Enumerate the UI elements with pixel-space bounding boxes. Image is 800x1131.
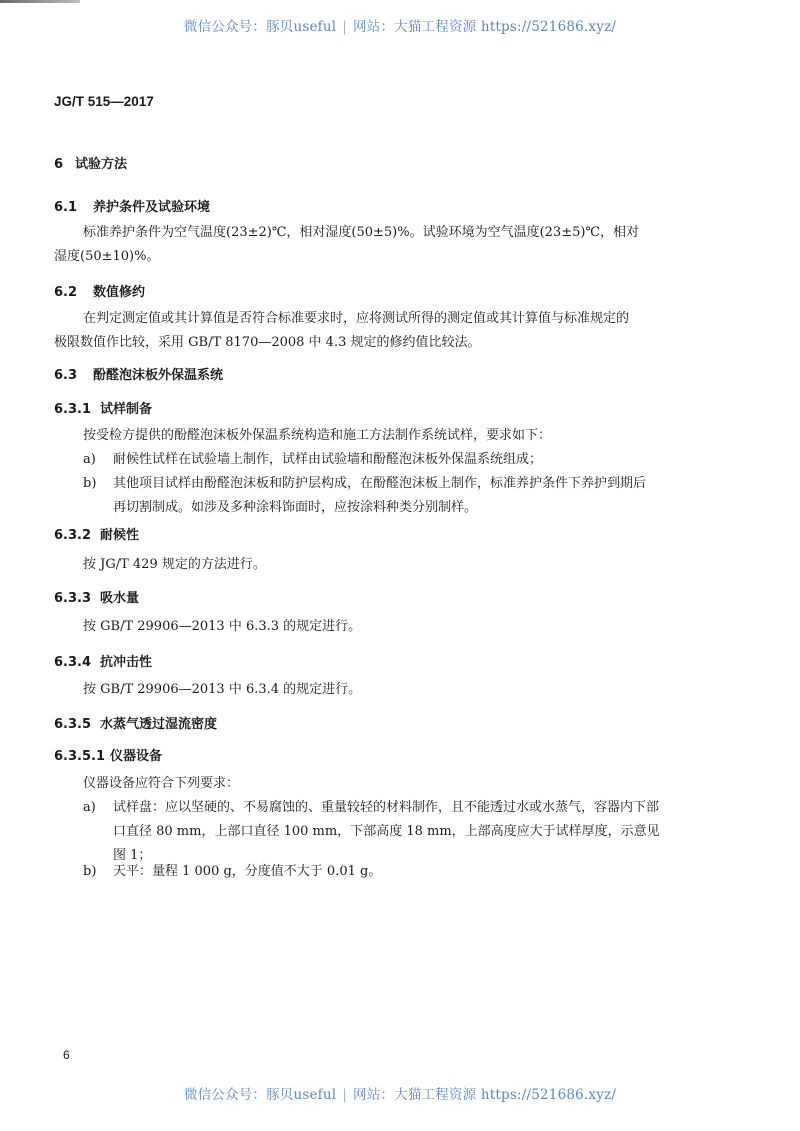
list-text-continued: 图 1；: [113, 848, 152, 863]
paragraph-6-3-1-intro: 按受检方提供的酚醛泡沫板外保温系统构造和施工方法制作系统试样，要求如下：: [83, 428, 552, 443]
heading-6-3-1: [54, 398, 152, 417]
paragraph-6-3-2: 按 JG/T 429 规定的方法进行。: [83, 557, 266, 572]
paragraph-6-1-line1: 标准养护条件为空气温度(23±2)℃，相对湿度(50±5)%。试验环境为空气温度(23±5)℃，相对: [83, 225, 639, 240]
watermark-website[interactable]: 网站：大猫工程资源 https://521686.xyz/: [353, 1087, 617, 1103]
heading-number: 6.2: [54, 285, 78, 300]
list-text-continued: 口直径 80 mm，上部口直径 100 mm，下部高度 18 mm，上部高度应大于试样厚度，示意见: [113, 824, 660, 839]
heading-6-2: [54, 281, 145, 300]
paragraph-6-2-line2: 极限数值作比较，采用 GB/T 8170—2008 中 4.3 规定的修约值比较法。: [54, 335, 481, 350]
heading-6: [54, 153, 127, 172]
heading-number: 6.3.5: [54, 717, 92, 732]
heading-title: 吸水量: [100, 591, 140, 606]
heading-number: 6.3.3: [54, 591, 92, 606]
list-text: 天平：量程 1 000 g，分度值不大于 0.01 g。: [113, 864, 382, 879]
watermark-bottom: [0, 1083, 800, 1103]
heading-title: 数值修约: [93, 285, 146, 300]
heading-number: 6.3.4: [54, 655, 92, 670]
heading-number: 6.3.2: [54, 528, 92, 543]
heading-title: 试验方法: [75, 157, 128, 172]
heading-title: 养护条件及试验环境: [93, 200, 211, 215]
watermark-separator: |: [342, 1087, 348, 1103]
heading-title: 酚醛泡沫板外保温系统: [93, 368, 224, 383]
watermark-website[interactable]: 网站：大猫工程资源 https://521686.xyz/: [353, 19, 617, 35]
list-marker: a): [83, 452, 96, 467]
watermark-top: [0, 15, 800, 35]
standard-code: JG/T 515—2017: [54, 94, 154, 109]
heading-number: 6.3.1: [54, 402, 92, 417]
heading-6-3-2: [54, 524, 139, 543]
list-marker: b): [83, 864, 97, 879]
list-text: 试样盘：应以坚硬的、不易腐蚀的、重量较轻的材料制作，且不能透过水或水蒸气，容器内下部: [113, 800, 660, 815]
heading-title: 抗冲击性: [100, 655, 153, 670]
heading-title: 水蒸气透过湿流密度: [100, 717, 218, 732]
watermark-wechat: 微信公众号：豚贝useful: [183, 19, 337, 35]
list-text: 耐候性试样在试验墙上制作，试样由试验墙和酚醛泡沫板外保温系统组成；: [113, 452, 543, 467]
heading-number: 6: [54, 157, 64, 172]
list-text: 其他项目试样由酚醛泡沫板和防护层构成，在酚醛泡沫板上制作，标准养护条件下养护到期后: [113, 476, 647, 491]
watermark-separator: |: [342, 19, 348, 35]
heading-6-3-4: [54, 651, 152, 670]
paragraph-6-2-line1: 在判定测定值或其计算值是否符合标准要求时，应将测试所得的测定值或其计算值与标准规定的: [83, 311, 630, 326]
page-number: 6: [63, 1048, 70, 1062]
heading-6-1: [54, 196, 210, 215]
paragraph-6-3-5-1-intro: 仪器设备应符合下列要求：: [83, 776, 240, 791]
heading-number: 6.3.5.1: [54, 749, 105, 764]
heading-title: 试样制备: [100, 402, 153, 417]
heading-6-3-3: [54, 587, 139, 606]
list-marker: a): [83, 800, 96, 815]
heading-number: 6.3: [54, 368, 78, 383]
paragraph-6-3-3: 按 GB/T 29906—2013 中 6.3.3 的规定进行。: [83, 619, 362, 634]
heading-6-3: [54, 364, 223, 383]
heading-title: 耐候性: [100, 528, 140, 543]
paragraph-6-1-line2: 湿度(50±10)%。: [54, 249, 160, 264]
list-marker: b): [83, 476, 97, 491]
paragraph-6-3-4: 按 GB/T 29906—2013 中 6.3.4 的规定进行。: [83, 682, 362, 697]
heading-6-3-5-1: [54, 745, 162, 764]
heading-6-3-5: [54, 713, 217, 732]
list-text-continued: 再切割制成。如涉及多种涂料饰面时，应按涂料种类分别制样。: [113, 500, 478, 515]
watermark-wechat: 微信公众号：豚贝useful: [183, 1087, 337, 1103]
heading-title: 仪器设备: [110, 749, 163, 764]
heading-number: 6.1: [54, 200, 78, 215]
scan-edge-artifact: [0, 0, 80, 3]
